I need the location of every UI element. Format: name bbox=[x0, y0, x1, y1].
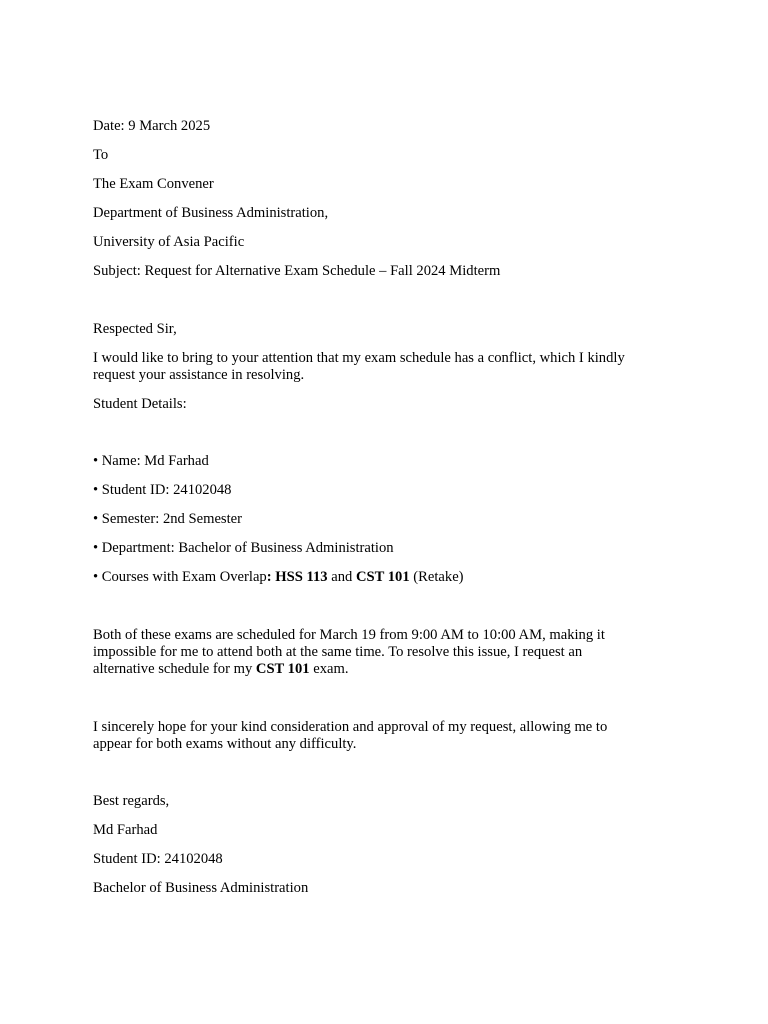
courses-prefix: • Courses with Exam Overlap bbox=[93, 569, 267, 585]
detail-student-id: • Student ID: 24102048 bbox=[93, 482, 232, 498]
body-paragraph-2 bbox=[93, 719, 683, 753]
salutation: Respected Sir, bbox=[93, 321, 177, 337]
detail-name: • Name: Md Farhad bbox=[93, 453, 209, 469]
signature-program: Bachelor of Business Administration bbox=[93, 880, 309, 896]
courses-and: and bbox=[331, 569, 353, 585]
detail-courses bbox=[93, 569, 464, 586]
body-line: Both of these exams are scheduled for March 19 from 9:00 AM to 10:00 AM, making it bbox=[93, 627, 605, 643]
intro-paragraph bbox=[93, 350, 683, 384]
signature-student-id: Student ID: 24102048 bbox=[93, 851, 223, 867]
recipient-title: The Exam Convener bbox=[93, 176, 214, 192]
detail-department: • Department: Bachelor of Business Administration bbox=[93, 540, 394, 556]
body-line-suffix: exam. bbox=[313, 661, 349, 677]
course-cst101: CST 101 bbox=[255, 661, 310, 677]
signature-name: Md Farhad bbox=[93, 822, 158, 838]
body-paragraph-1 bbox=[93, 627, 683, 678]
intro-line: I would like to bring to your attention that my exam schedule has a conflict, which I kindly bbox=[93, 350, 625, 366]
letter-to: To bbox=[93, 147, 109, 163]
intro-line: request your assistance in resolving. bbox=[93, 367, 305, 383]
course-hss113: HSS 113 bbox=[275, 569, 328, 585]
body-line: appear for both exams without any difficulty. bbox=[93, 736, 357, 752]
body-line-prefix: alternative schedule for my bbox=[93, 661, 253, 677]
closing: Best regards, bbox=[93, 793, 170, 809]
courses-colon: : bbox=[266, 569, 272, 585]
body-line: impossible for me to attend both at the same time. To resolve this issue, I request an bbox=[93, 644, 583, 660]
letter-subject: Subject: Request for Alternative Exam Schedule – Fall 2024 Midterm bbox=[93, 263, 501, 279]
letter-date: Date: 9 March 2025 bbox=[93, 118, 211, 134]
course-cst101: CST 101 bbox=[355, 569, 410, 585]
detail-semester: • Semester: 2nd Semester bbox=[93, 511, 242, 527]
body-line: I sincerely hope for your kind consideration and approval of my request, allowing me to bbox=[93, 719, 608, 735]
details-heading: Student Details: bbox=[93, 396, 187, 412]
courses-suffix: (Retake) bbox=[413, 569, 464, 585]
recipient-university: University of Asia Pacific bbox=[93, 234, 245, 250]
recipient-department: Department of Business Administration, bbox=[93, 205, 329, 221]
body-line bbox=[93, 661, 683, 678]
